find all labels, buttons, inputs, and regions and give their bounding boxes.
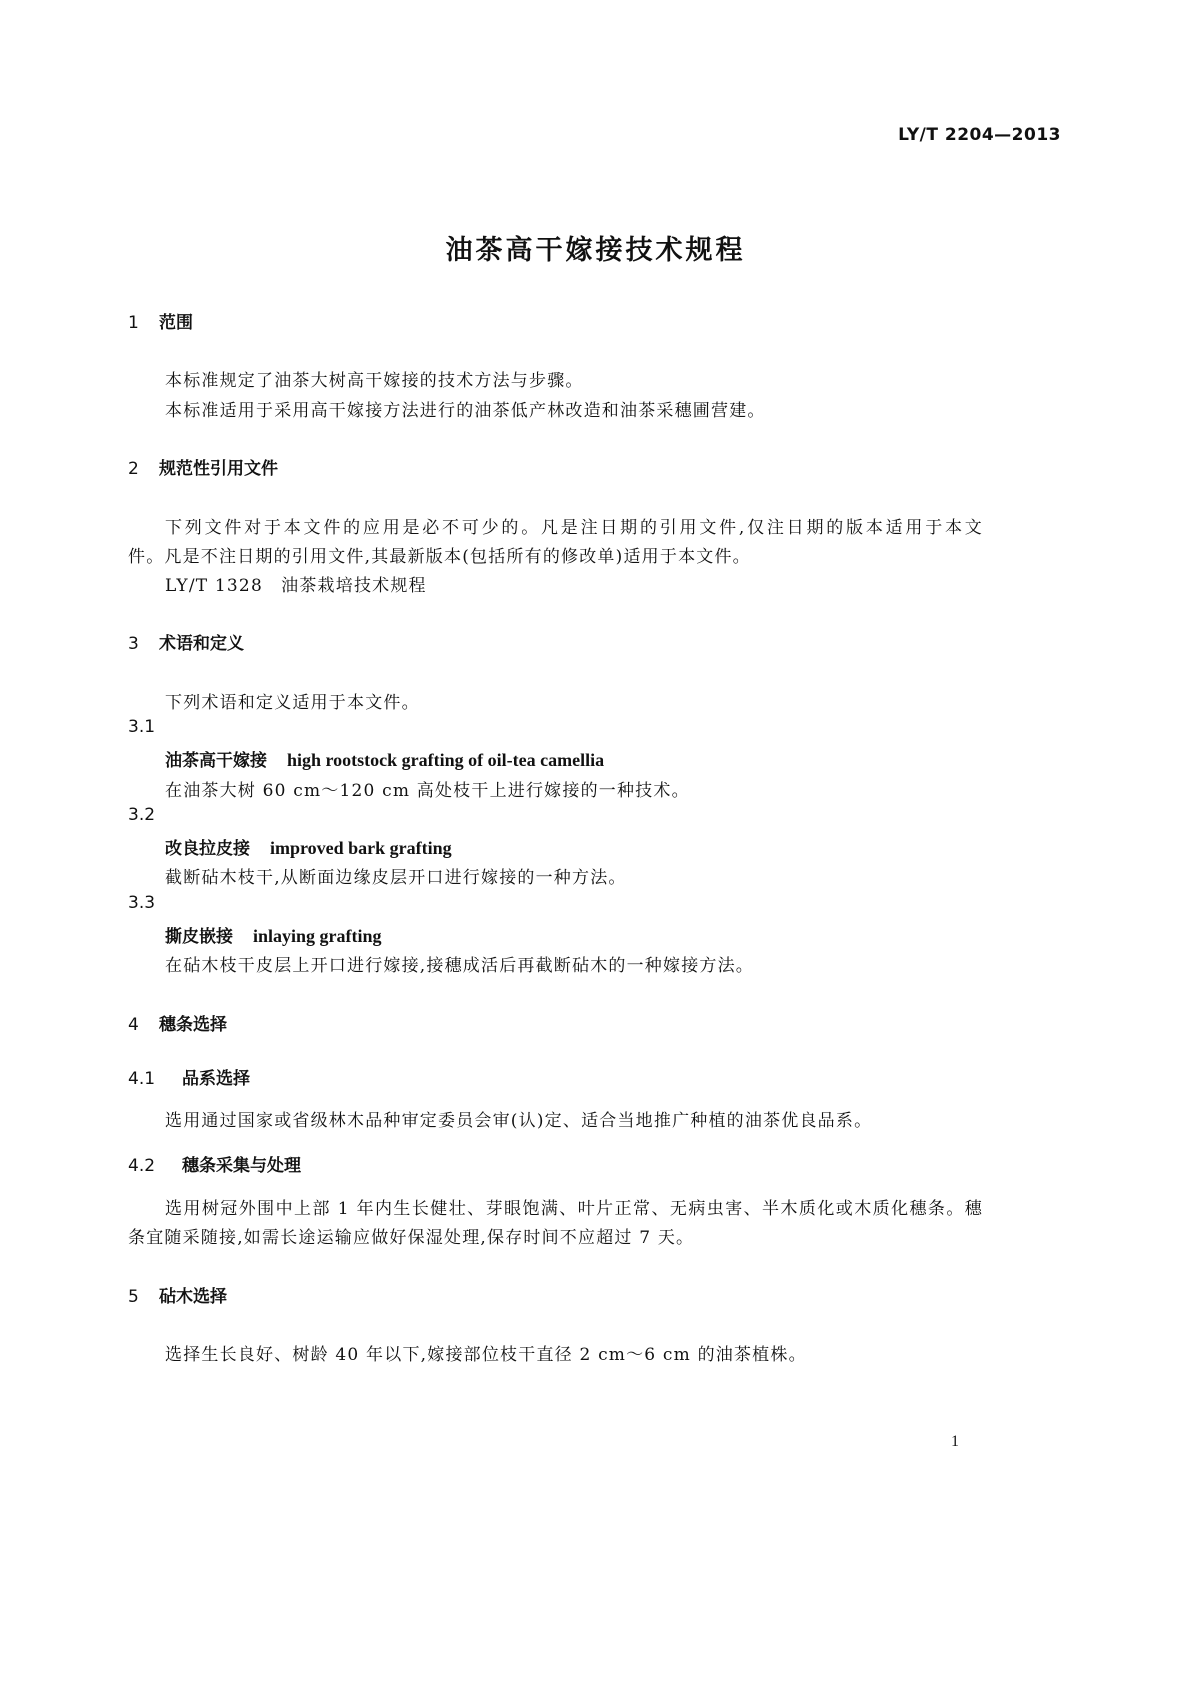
section-number: 3 — [128, 634, 139, 654]
section-title: 砧木选择 — [159, 1287, 227, 1307]
section-title: 规范性引用文件 — [159, 459, 278, 479]
subsection-4-2-paragraph-line-2: 条宜随采随接,如需长途运输应做好保湿处理,保存时间不应超过 7 天。 — [128, 1228, 695, 1248]
term-number: 3.2 — [128, 805, 156, 825]
subsection-4-2-paragraph-line-1: 选用树冠外围中上部 1 年内生长健壮、芽眼饱满、叶片正常、无病虫害、半木质化或木质化穗条。穗 — [165, 1199, 983, 1219]
term-english: high rootstock grafting of oil-tea camellia — [287, 750, 605, 770]
section-2-heading — [128, 454, 278, 479]
section-2-paragraph-line-2: 件。凡是不注日期的引用文件,其最新版本(包括所有的修改单)适用于本文件。 — [128, 547, 751, 567]
section-5-heading — [128, 1282, 227, 1307]
term-definition: 在砧木枝干皮层上开口进行嫁接,接穗成活后再截断砧木的一种嫁接方法。 — [165, 956, 755, 976]
section-4-heading — [128, 1010, 227, 1035]
term-heading — [165, 922, 382, 947]
term-heading — [165, 834, 452, 859]
term-number: 3.3 — [128, 893, 156, 913]
section-1-heading — [128, 308, 193, 333]
page-number: 1 — [951, 1433, 959, 1450]
section-number: 1 — [128, 313, 139, 333]
section-1-paragraph-2: 本标准适用于采用高干嫁接方法进行的油茶低产林改造和油茶采穗圃营建。 — [165, 401, 766, 421]
section-number: 4 — [128, 1015, 139, 1035]
subsection-4-1-heading — [128, 1064, 250, 1089]
term-definition: 在油茶大树 60 cm～120 cm 高处枝干上进行嫁接的一种技术。 — [165, 781, 690, 801]
section-title: 穗条选择 — [159, 1015, 227, 1035]
section-number: 2 — [128, 459, 139, 479]
section-title: 范围 — [159, 313, 193, 333]
term-heading — [165, 746, 604, 771]
section-2-paragraph-line-1: 下列文件对于本文件的应用是必不可少的。凡是注日期的引用文件,仅注日期的版本适用于本文 — [165, 518, 983, 538]
subsection-title: 穗条采集与处理 — [182, 1156, 301, 1176]
term-definition: 截断砧木枝干,从断面边缘皮层开口进行嫁接的一种方法。 — [165, 868, 627, 888]
subsection-title: 品系选择 — [182, 1069, 250, 1089]
section-5-paragraph: 选择生长良好、树龄 40 年以下,嫁接部位枝干直径 2 cm～6 cm 的油茶植株。 — [165, 1345, 807, 1365]
term-number: 3.1 — [128, 717, 156, 737]
document-title: 油茶高干嫁接技术规程 — [445, 235, 746, 266]
subsection-4-2-heading — [128, 1151, 301, 1176]
section-title: 术语和定义 — [159, 634, 244, 654]
subsection-number: 4.2 — [128, 1156, 156, 1176]
section-3-intro: 下列术语和定义适用于本文件。 — [165, 693, 420, 713]
section-number: 5 — [128, 1287, 139, 1307]
term-chinese: 撕皮嵌接 — [165, 927, 233, 947]
section-1-paragraph-1: 本标准规定了油茶大树高干嫁接的技术方法与步骤。 — [165, 371, 584, 391]
subsection-4-1-paragraph: 选用通过国家或省级林木品种审定委员会审(认)定、适合当地推广种植的油茶优良品系。 — [165, 1111, 873, 1131]
standard-code: LY/T 2204—2013 — [898, 125, 1061, 145]
term-chinese: 改良拉皮接 — [165, 839, 250, 859]
subsection-number: 4.1 — [128, 1069, 156, 1089]
term-english: inlaying grafting — [253, 926, 382, 946]
term-chinese: 油茶高干嫁接 — [165, 751, 267, 771]
section-3-heading — [128, 629, 244, 654]
term-english: improved bark grafting — [270, 838, 452, 858]
normative-reference: LY/T 1328 油茶栽培技术规程 — [165, 576, 427, 596]
